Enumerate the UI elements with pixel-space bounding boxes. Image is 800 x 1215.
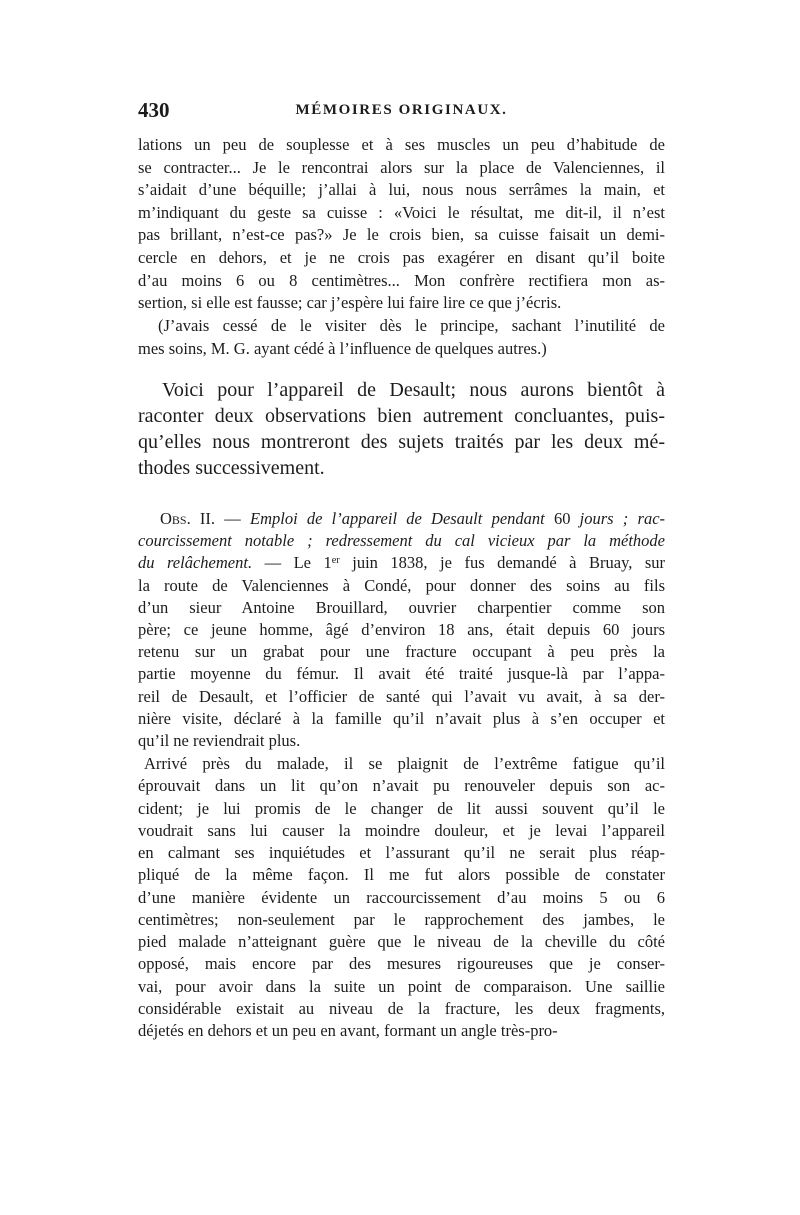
text-line: sertion, si elle est fausse; car j’espère lui faire lire ce que j’écris. (138, 293, 562, 313)
text-line: qu’il ne reviendrait plus. (138, 730, 301, 750)
text-line: qu’elles nous montreront des sujets traités par les deux mé- (138, 431, 665, 453)
text-line: déjetés en dehors et un peu en avant, formant un angle très-pro- (138, 1021, 558, 1040)
text-line: s’aidait d’une béquille; j’allai à lui, nous nous serrâmes la main, et (138, 180, 665, 200)
text-line: se contracter... Je le rencontrai alors sur la place de Valenciennes, il (138, 157, 665, 177)
text-line: nière visite, déclaré à la famille qu’il n’avait plus à s’en occuper et (138, 708, 665, 728)
observation-days: 60 (553, 509, 571, 528)
text-line: Voici pour l’appareil de Desault; nous aurons bientôt à (162, 379, 665, 401)
text-line: d’au moins 6 ou 8 centimètres... Mon confrère rectifiera mon as- (138, 270, 665, 290)
text-line: (J’avais cessé de le visiter dès le principe, sachant l’inutilité de (158, 316, 665, 335)
text-line: reil de Desault, et l’officier de santé qui l’avait vu avait, à sa der- (138, 686, 665, 706)
paragraph-large-text (138, 377, 665, 481)
text-line: partie moyenne du fémur. Il avait été traité jusque-là par l’appa- (138, 664, 665, 684)
observation-title: jours ; rac- (579, 509, 665, 528)
text-line: éprouvait dans un lit qu’on n’avait pu renouveler depuis son ac- (138, 776, 665, 796)
running-header (138, 98, 665, 122)
text-line: centimètres; non-seulement par le rapprochement des jambes, le (138, 909, 665, 929)
text-line: thodes successivement. (138, 457, 325, 479)
text-line (138, 552, 665, 574)
text-segment: — Le 1 (264, 553, 332, 573)
observation-title: Emploi de l’appareil de Desault pendant (249, 509, 545, 528)
dash: — (224, 509, 241, 528)
text-line: m’indiquant du geste sa cuisse : «Voici le résultat, me dit-il, il n’est (138, 202, 665, 222)
text-line: d’un sieur Antoine Brouillard, ouvrier charpentier comme son (138, 597, 665, 617)
observation-heading-paragraph (138, 508, 665, 752)
text-line (138, 508, 665, 530)
observation-label: Obs. II. (160, 509, 216, 528)
text-line: pas brillant, n’est-ce pas?» Je le crois bien, sa cuisse faisait un demi- (138, 225, 665, 245)
paragraph-continuation (138, 134, 665, 315)
text-line: courcissement notable ; redressement du cal vicieux par la méthode (138, 531, 665, 551)
observation-title: du relâchement. (138, 553, 253, 573)
text-line: retenu sur un grabat pour une fracture occupant à peu près la (138, 642, 665, 662)
running-title: MÉMOIRES ORIGINAUX. (295, 102, 508, 118)
text-line: pied malade n’atteignant guère que le niveau de la cheville du côté (138, 932, 665, 951)
ordinal-superscript: er (331, 555, 340, 567)
text-line: Arrivé près du malade, il se plaignit de l’extrême fatigue qu’il (144, 754, 665, 773)
text-line: opposé, mais encore par des mesures rigoureuses que je conser- (138, 954, 665, 974)
text-line: voudrait sans lui causer la moindre douleur, et je levai l’appareil (138, 820, 665, 840)
text-line: lations un peu de souplesse et à ses muscles un peu d’habitude de (138, 135, 665, 154)
text-line: considérable existait au niveau de la fracture, les deux fragments, (138, 998, 665, 1018)
paragraph (138, 753, 665, 1042)
text-segment: juin 1838, je fus demandé à Bruay, sur (352, 553, 665, 573)
text-line: cident; je lui promis de le changer de lit aussi souvent qu’il le (138, 798, 665, 818)
text-line: mes soins, M. G. ayant cédé à l’influence de quelques autres.) (138, 339, 547, 358)
text-line: en calmant ses inquiétudes et l’assurant qu’il ne serait plus réap- (138, 843, 665, 862)
text-line: la route de Valenciennes à Condé, pour donner des soins au fils (138, 575, 665, 595)
text-line: cercle en dehors, et je ne crois pas exagérer en disant qu’il boite (138, 247, 665, 267)
text-line: vai, pour avoir dans la suite un point de comparaison. Une saillie (138, 976, 665, 996)
paragraph-parenthetical (138, 314, 665, 360)
page-number: 430 (138, 98, 170, 122)
text-line: d’une manière évidente un raccourcissement d’au moins 5 ou 6 (138, 887, 665, 907)
text-line: raconter deux observations bien autrement concluantes, puis- (138, 405, 665, 427)
text-line: père; ce jeune homme, âgé d’environ 18 ans, était depuis 60 jours (138, 619, 665, 639)
text-line: pliqué de la même façon. Il me fut alors possible de constater (138, 865, 665, 885)
